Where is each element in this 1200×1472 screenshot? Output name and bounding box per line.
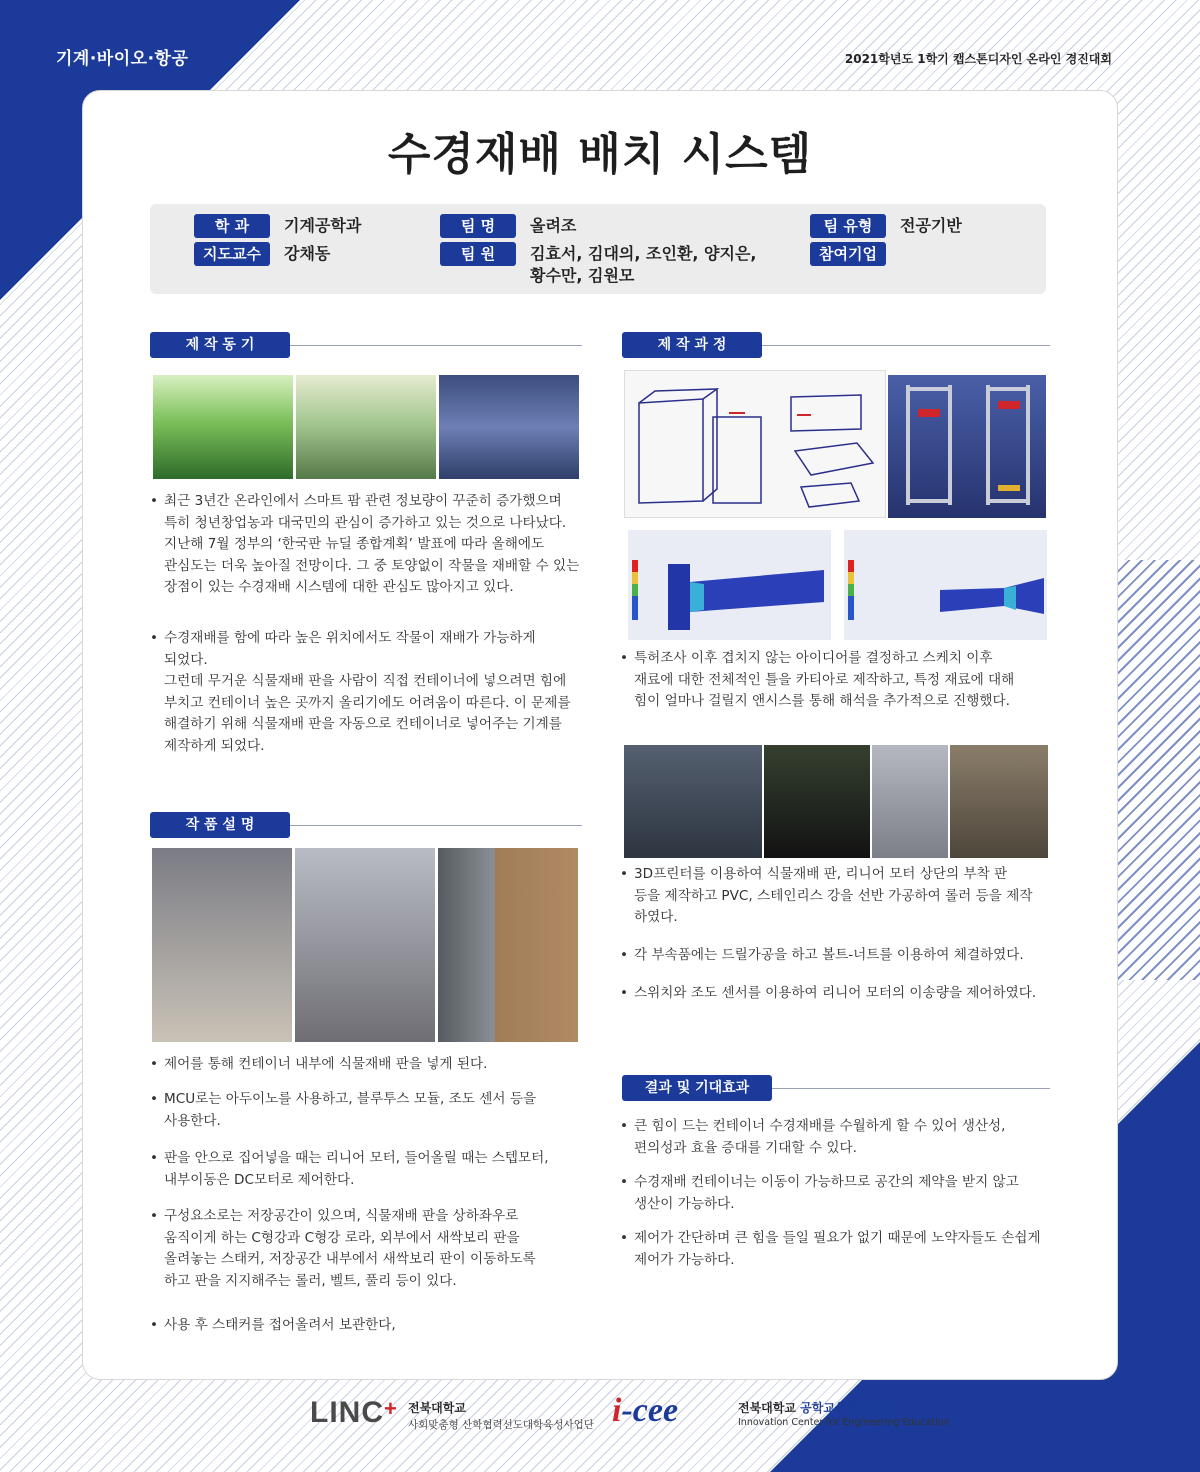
description-bullet-3: • 판을 안으로 집어넣을 때는 리니어 모터, 들어올릴 때는 스텝모터, 내부이동은 DC모터로 제어한다. xyxy=(164,1148,584,1191)
section-divider xyxy=(290,345,582,346)
sketch-drawing xyxy=(625,371,886,518)
section-results xyxy=(622,1075,1050,1101)
description-bullet-1: • 제어를 통해 컨테이너 내부에 식물재배 판을 넣게 된다. xyxy=(164,1054,584,1076)
prototype-photo-3 xyxy=(438,848,578,1042)
process-paragraph-4: • 스위치와 조도 센서를 이용하여 리니어 모터의 이송량을 제어하였다. xyxy=(634,983,1054,1005)
icee-subtitle: Innovation Center for Engineering Education xyxy=(738,1417,950,1428)
company-label: 참여기업 xyxy=(810,242,886,266)
workshop-photo-3 xyxy=(872,745,948,858)
plus-icon: + xyxy=(384,1396,398,1421)
process-paragraph-1: • 특허조사 이후 겹치지 않는 아이디어를 결정하고 스케치 이후 재료에 대한 전체적인 틀을 카티아로 제작하고, 특정 재료에 대해 힘이 얼마나 걸릴지 앤시스를 통해 해석을 추가적으로 진행했다. xyxy=(634,648,1054,713)
section-results-heading: 결과 및 기대효과 xyxy=(622,1075,772,1101)
cad-frame-drawing xyxy=(888,375,1046,518)
fea-bolt-drawing xyxy=(628,530,831,640)
fea-analysis-image-2 xyxy=(844,530,1047,640)
smart-farm-photo-1 xyxy=(153,375,293,479)
workshop-photo-2 xyxy=(764,745,870,858)
motivation-bullet-2: • 수경재배를 함에 따라 높은 위치에서도 작물이 재배가 가능하게 되었다. 그런데 무거운 식물재배 판을 사람이 직접 컨테이너에 넣으려면 힘에 부치고 컨테이너 높은 곳까지 올리기에도 어려움이 따른다. 이 문제를 해결하기 위해 식물재배 판을 자동으로 컨테이너로 넣어주는 기계를 제작하게 되었다. xyxy=(164,628,584,757)
poster-title: 수경재배 배치 시스템 xyxy=(387,129,813,180)
smart-farm-photo-3 xyxy=(439,375,579,479)
motivation-bullet-1: • 최근 3년간 온라인에서 스마트 팜 관련 정보량이 꾸준히 증가했으며 특히 청년창업농과 대국민의 관심이 증가하고 있는 것으로 나타났다. 지난해 7월 정부의 ‘한국판 뉴딜 종합계획’ 발표에 따라 올해에도 관심도는 더욱 높아질 전망이다. 그 중 토양없이 작물을 재배할 수 있는 장점이 있는 수경재배 시스템에 대한 관심도 많아지고 있다. xyxy=(164,491,584,599)
results-bullet-2: • 수경재배 컨테이너는 이동이 가능하므로 공간의 제약을 받지 않고 생산이 가능하다. xyxy=(634,1172,1054,1215)
team-type-label: 팀 유형 xyxy=(810,214,886,238)
description-bullet-4: • 구성요소로는 저장공간이 있으며, 식물재배 판을 상하좌우로 움직이게 하는 C형강과 C형강 로라, 외부에서 새싹보리 판을 올려놓는 스태커, 저장공간 내부에서 새싹보리 판이 이동하도록 하고 판을 지지해주는 롤러, 벨트, 풀리 등이 있다. xyxy=(164,1206,584,1292)
section-divider xyxy=(290,825,582,826)
linc-university: 전북대학교 xyxy=(408,1401,466,1415)
fea-shaft-drawing xyxy=(844,530,1047,640)
cad-model-image xyxy=(888,375,1046,518)
results-bullet-1: • 큰 힘이 드는 컨테이너 수경재배를 수월하게 할 수 있어 생산성, 편의성과 효율 증대를 기대할 수 있다. xyxy=(634,1116,1054,1159)
results-bullet-3: • 제어가 간단하며 큰 힘을 들일 필요가 없기 때문에 노약자들도 손쉽게 제어가 가능하다. xyxy=(634,1228,1054,1271)
section-description xyxy=(150,812,582,838)
dept-label: 학 과 xyxy=(194,214,270,238)
team-name-label: 팀 명 xyxy=(440,214,516,238)
advisor-value: 강채동 xyxy=(284,244,331,263)
prototype-photo-1 xyxy=(152,848,292,1042)
section-description-heading: 작 품 설 명 xyxy=(150,812,290,838)
process-paragraph-3: • 각 부속품에는 드릴가공을 하고 볼트-너트를 이용하여 체결하였다. xyxy=(634,945,1054,967)
fea-analysis-image-1 xyxy=(628,530,831,640)
team-type-value: 전공기반 xyxy=(900,216,962,235)
section-divider xyxy=(772,1088,1050,1089)
category-label: 기계·바이오·항공 xyxy=(56,49,189,69)
icee-logo: i-cee xyxy=(612,1392,679,1429)
description-bullet-5: • 사용 후 스태커를 접어올려서 보관한다, xyxy=(164,1315,584,1337)
linc-logo: LINC+ xyxy=(310,1396,398,1429)
members-line-1: 김효서, 김대의, 조인환, 양지은, xyxy=(530,244,757,263)
workshop-photo-1 xyxy=(624,745,762,858)
section-divider xyxy=(762,345,1050,346)
icee-title: 전북대학교 공학교육혁신센터 xyxy=(738,1401,893,1415)
contest-name: 2021학년도 1학기 캡스톤디자인 온라인 경진대회 xyxy=(844,52,1112,66)
advisor-label: 지도교수 xyxy=(194,242,270,266)
members-label: 팀 원 xyxy=(440,242,516,266)
workshop-photo-4 xyxy=(950,745,1048,858)
section-process xyxy=(622,332,1050,358)
linc-subtitle: 사회맞춤형 산학협력선도대학육성사업단 xyxy=(408,1419,594,1431)
members-line-2: 황수만, 김원모 xyxy=(530,266,635,285)
section-motivation xyxy=(150,332,582,358)
section-process-heading: 제 작 과 정 xyxy=(622,332,762,358)
design-sketch-image xyxy=(624,370,886,518)
team-name-value: 올려조 xyxy=(530,216,577,235)
process-paragraph-2: • 3D프린터를 이용하여 식물재배 판, 리니어 모터 상단의 부착 판 등을 제작하고 PVC, 스테인리스 강을 선반 가공하여 롤러 등을 제작 하였다. xyxy=(634,864,1054,929)
section-motivation-heading: 제 작 동 기 xyxy=(150,332,290,358)
description-bullet-2: • MCU로는 아두이노를 사용하고, 블루투스 모듈, 조도 센서 등을 사용한다. xyxy=(164,1089,584,1132)
smart-farm-photo-2 xyxy=(296,375,436,479)
prototype-photo-2 xyxy=(295,848,435,1042)
dept-value: 기계공학과 xyxy=(284,216,362,235)
